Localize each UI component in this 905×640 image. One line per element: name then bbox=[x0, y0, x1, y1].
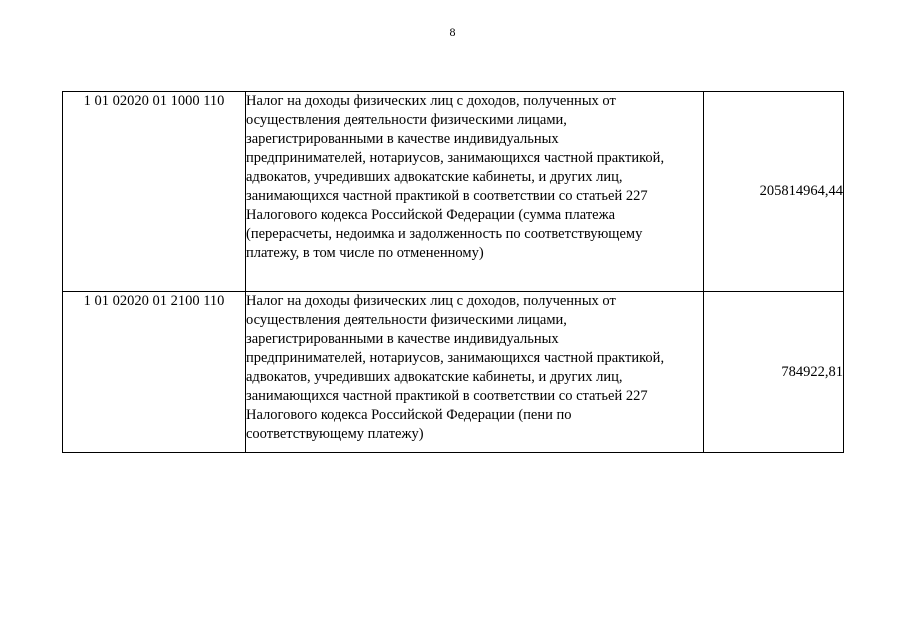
description-line: предпринимателей, нотариусов, занимающихся частной практикой, bbox=[246, 350, 665, 366]
description-line: Налогового кодекса Российской Федерации (пени по bbox=[246, 407, 572, 423]
description-line: занимающихся частной практикой в соответствии со статьей 227 bbox=[246, 188, 648, 204]
description-line: занимающихся частной практикой в соответствии со статьей 227 bbox=[246, 388, 648, 404]
revenue-amount: 784922,81 bbox=[704, 292, 844, 453]
description-line: осуществления деятельности физическими лицами, bbox=[246, 112, 567, 128]
page-number: 8 bbox=[449, 25, 456, 39]
table-row bbox=[63, 92, 844, 292]
table-row bbox=[63, 292, 844, 453]
description-line: (перерасчеты, недоимка и задолженность по соответствующему bbox=[246, 226, 643, 242]
revenue-description bbox=[246, 92, 704, 292]
revenue-amount: 205814964,44 bbox=[704, 92, 844, 292]
description-line: адвокатов, учредивших адвокатские кабинеты, и других лиц, bbox=[246, 169, 623, 185]
budget-classification-code: 1 01 02020 01 2100 110 bbox=[63, 292, 246, 453]
description-line: Налогового кодекса Российской Федерации (сумма платежа bbox=[246, 207, 616, 223]
description-line: соответствующему платежу) bbox=[246, 426, 424, 442]
description-line: Налог на доходы физических лиц с доходов, полученных от bbox=[246, 293, 616, 309]
revenue-description bbox=[246, 292, 704, 453]
budget-revenue-table bbox=[62, 91, 844, 453]
budget-classification-code: 1 01 02020 01 1000 110 bbox=[63, 92, 246, 292]
description-line: осуществления деятельности физическими лицами, bbox=[246, 312, 567, 328]
description-line: Налог на доходы физических лиц с доходов, полученных от bbox=[246, 93, 616, 109]
description-line: зарегистрированными в качестве индивидуальных bbox=[246, 131, 559, 147]
description-line: платежу, в том числе по отмененному) bbox=[246, 245, 484, 261]
description-line: зарегистрированными в качестве индивидуальных bbox=[246, 331, 559, 347]
description-line: адвокатов, учредивших адвокатские кабинеты, и других лиц, bbox=[246, 369, 623, 385]
description-line: предпринимателей, нотариусов, занимающихся частной практикой, bbox=[246, 150, 665, 166]
